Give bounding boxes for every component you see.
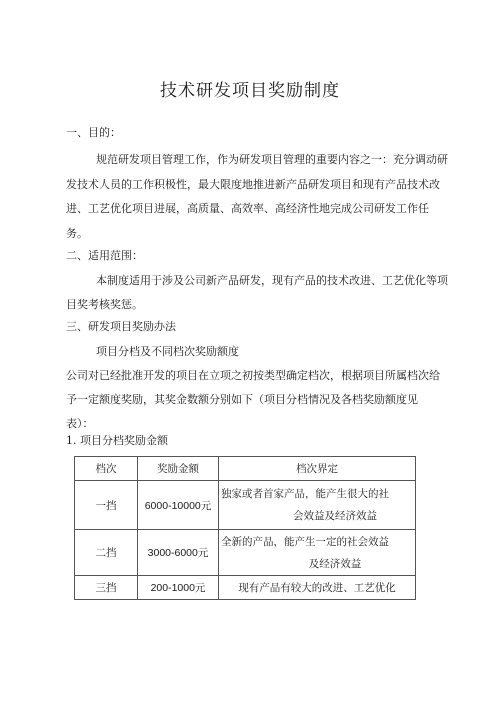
section3-heading: 三、研发项目奖励办法 bbox=[66, 320, 176, 333]
table-row bbox=[75, 530, 416, 576]
header-grade: 档次 bbox=[75, 457, 138, 481]
definition-line-2: 会效益及经济效益 bbox=[293, 510, 377, 522]
section3-line-1: 公司对已经批准开发的项目在立项之初按类型确定档次，根据项目所属档次给 bbox=[66, 369, 440, 382]
table-row bbox=[75, 576, 416, 600]
grade-cell: 一挡 bbox=[75, 481, 138, 530]
definition-line-1: 现有产品有较大的改进、工艺优化 bbox=[238, 581, 396, 594]
section3-line-3: 表）： bbox=[66, 417, 94, 430]
section1-line-2: 发技术人员的工作积极性，最大限度地推进新产品研发项目和现有产品技术改 bbox=[66, 178, 440, 191]
section1-line-4: 务。 bbox=[66, 227, 88, 240]
table-row bbox=[75, 481, 416, 530]
definition-cell bbox=[219, 576, 416, 600]
grade-cell: 三挡 bbox=[75, 576, 138, 600]
definition-cell bbox=[219, 530, 416, 576]
definition-line-1: 独家或者首家产品，能产生很大的社 bbox=[221, 488, 389, 500]
amount-cell: 200-1000元 bbox=[138, 576, 219, 600]
section2-heading: 二、适用范围： bbox=[66, 249, 143, 262]
section2-line-2: 目奖考核奖惩。 bbox=[66, 298, 143, 311]
section3-subheading: 项目分档及不同档次奖励额度 bbox=[96, 345, 239, 358]
definition-cell bbox=[219, 481, 416, 530]
header-amount: 奖励金额 bbox=[138, 457, 219, 481]
header-definition: 档次界定 bbox=[219, 457, 416, 481]
award-table bbox=[74, 456, 416, 600]
section1-heading: 一、目的： bbox=[66, 126, 121, 139]
section1-line-3: 进、工艺优化项目进展，高质量、高效率、高经济性地完成公司研发工作任 bbox=[66, 202, 429, 215]
definition-line-2: 及经济效益 bbox=[308, 557, 362, 570]
table-caption: 1. 项目分档奖励金额 bbox=[66, 434, 168, 447]
amount-cell: 6000-10000元 bbox=[138, 481, 219, 530]
definition-line-1: 全新的产品，能产生一定的社会效益 bbox=[221, 535, 389, 548]
amount-cell: 3000-6000元 bbox=[138, 530, 219, 576]
section1-line-1: 规范研发项目管理工作，作为研发项目管理的重要内容之一：充分调动研 bbox=[96, 153, 448, 166]
document-title: 技术研发项目奖励制度 bbox=[160, 81, 340, 101]
section2-line-1: 本制度适用于涉及公司新产品研发，现有产品的技术改进、工艺优化等项 bbox=[96, 274, 448, 287]
section3-line-2: 予一定额度奖励，其奖金数额分别如下（项目分档情况及各档奖励额度见 bbox=[66, 393, 418, 406]
table-header-row bbox=[75, 457, 416, 481]
grade-cell: 二挡 bbox=[75, 530, 138, 576]
